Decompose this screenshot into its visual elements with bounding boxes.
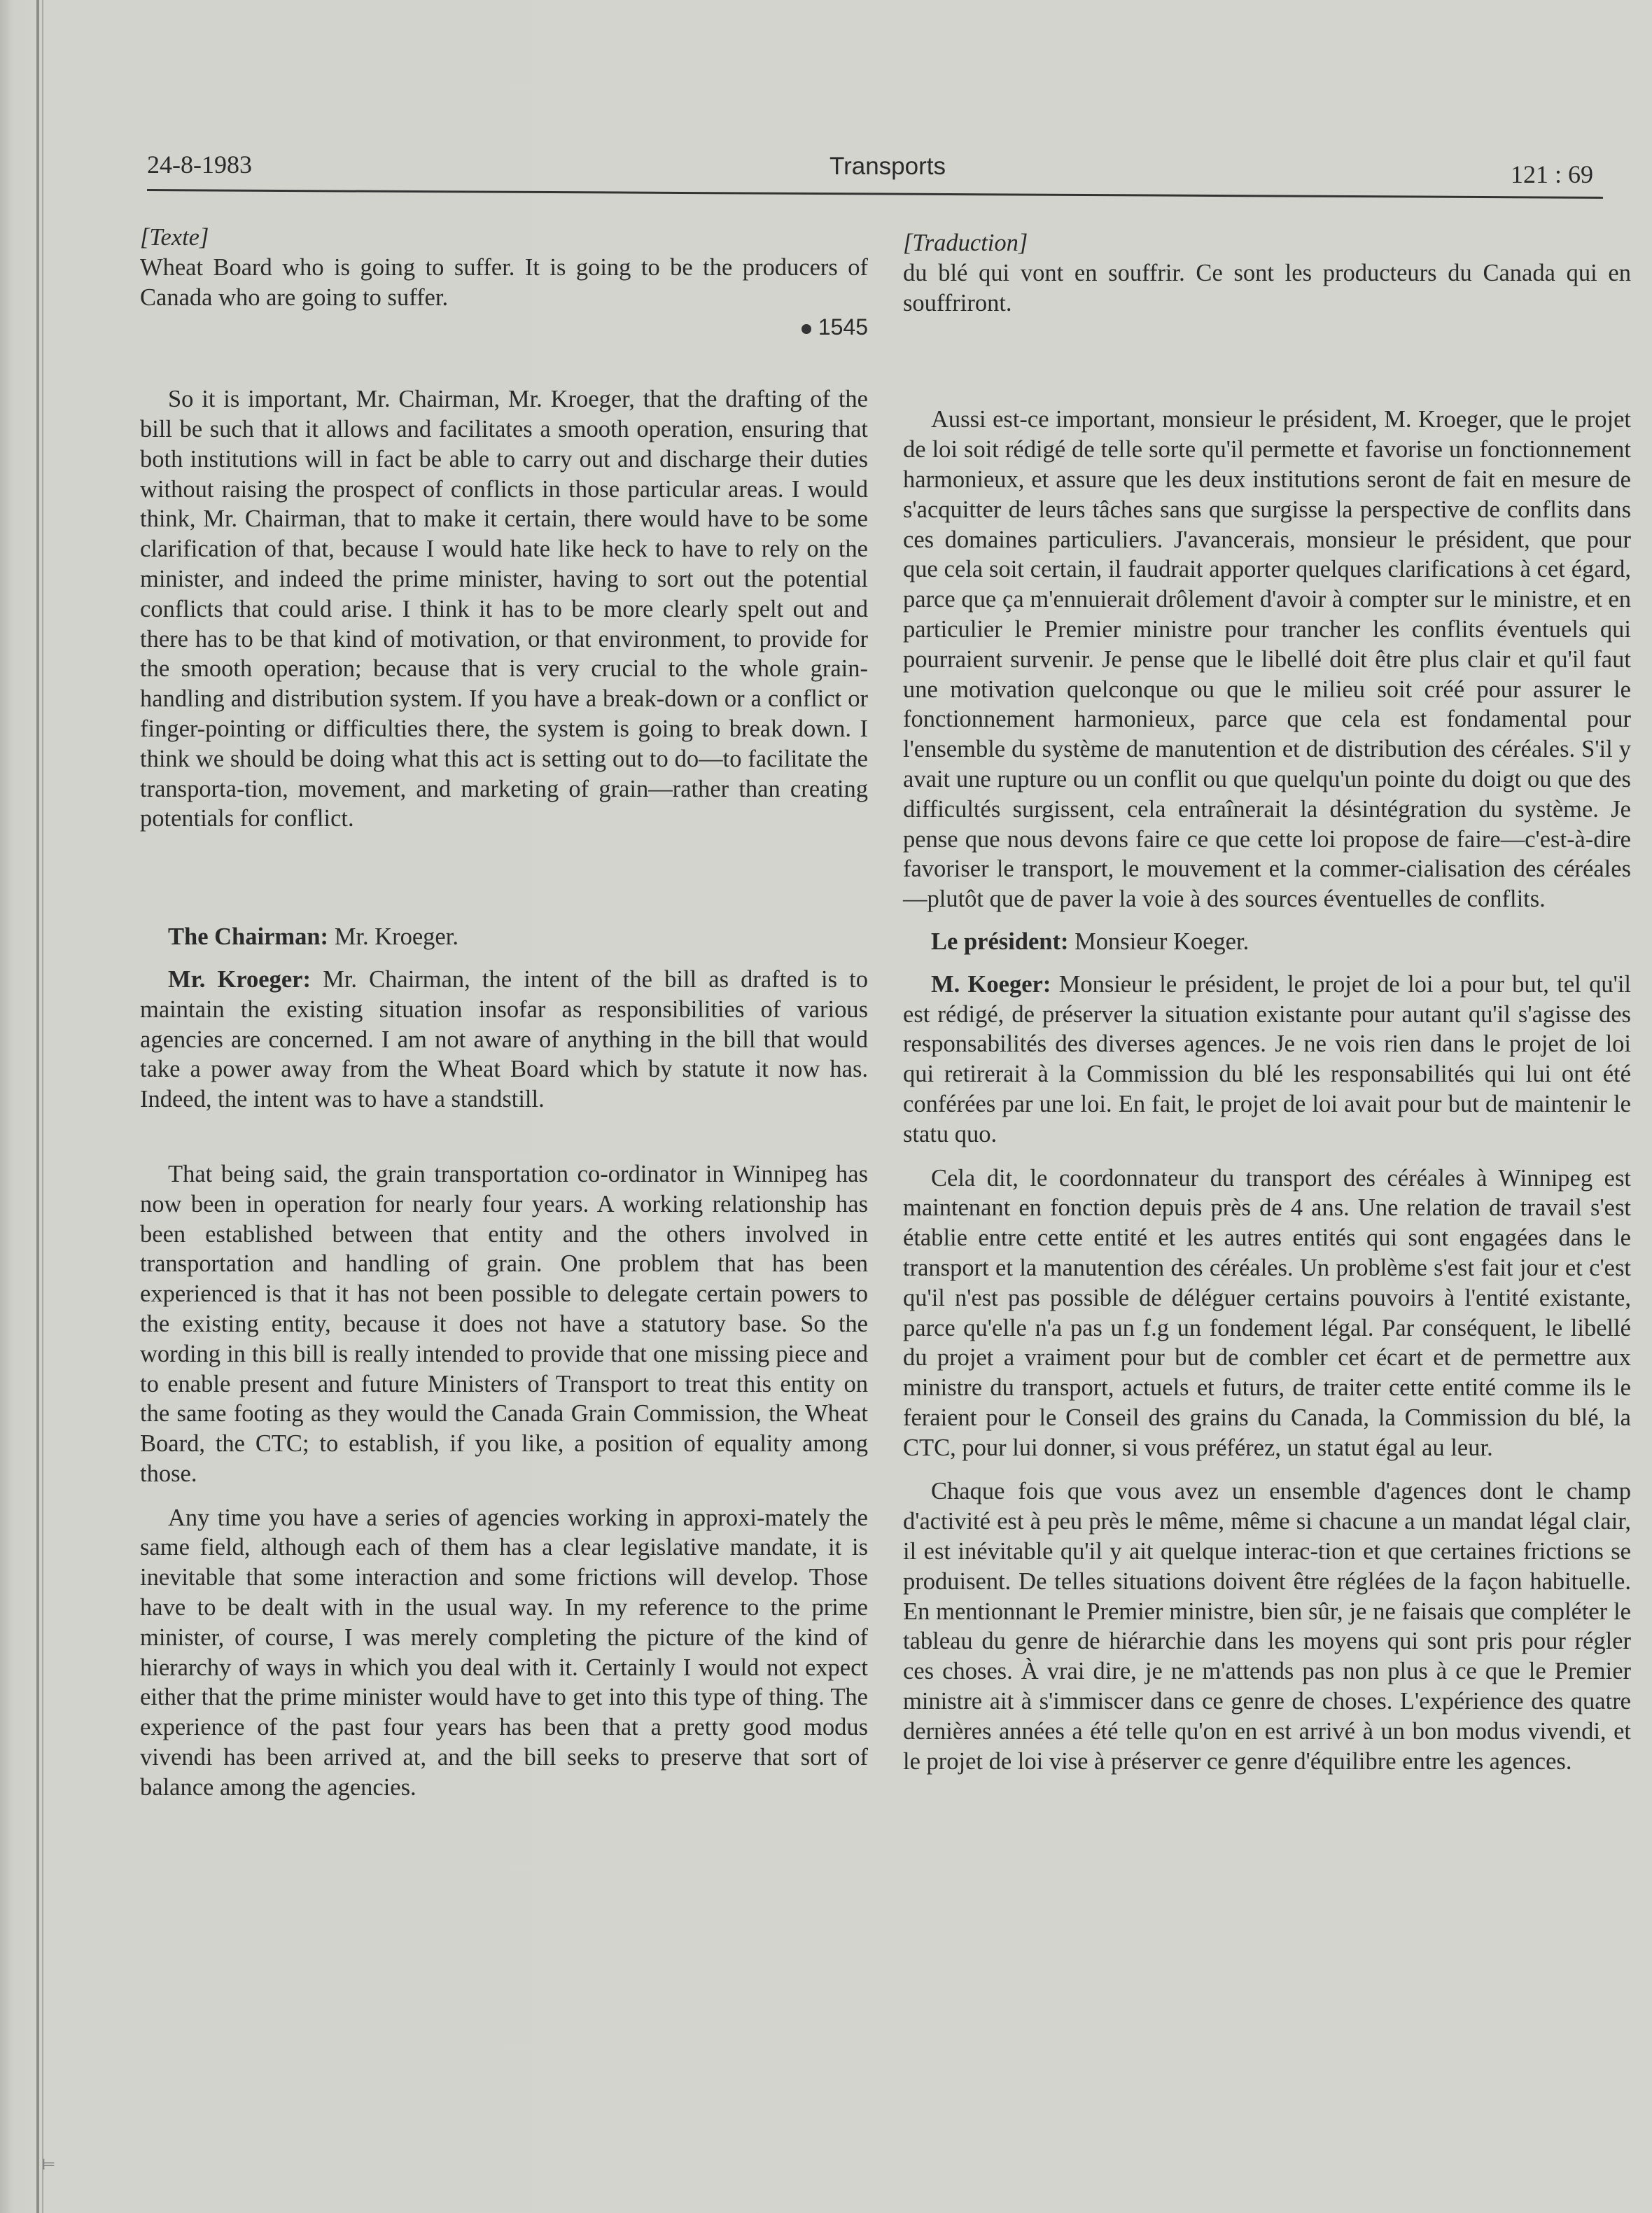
left-column-english [140, 223, 868, 1803]
header-title: Transports [830, 153, 946, 180]
margin-marks: ⊨ [42, 2156, 56, 2174]
timestamp-value: 1545 [818, 314, 868, 340]
paragraph: Wheat Board who is going to suffer. It is going to be the producers of Canada who are going to suffer. [140, 253, 868, 311]
speaker-name: Le président: [931, 928, 1069, 955]
binding-edge-shadow [42, 0, 43, 2213]
speaker-name: M. Koeger: [931, 970, 1051, 998]
paragraph [140, 965, 868, 1115]
paragraph: Any time you have a series of agencies working in approxi-mately the same field, although each of them has a clear legislative mandate, it is inevitable that some interaction and some frictions will develop. Those have to be dealt with in the usual way. In my reference to the prime minister, of course, I was merely completing the picture of the kind of hierarchy of ways in which you deal with it. Certainly I would not expect either that the prime minister would have to get into this type of thing. The experience of the past four years has been that a pretty good modus vivendi has been arrived at, and the bill seeks to preserve that sort of balance among the agencies. [140, 1504, 868, 1801]
paragraph [140, 922, 868, 952]
paragraph: So it is important, Mr. Chairman, Mr. Kroeger, that the drafting of the bill be such that it allows and facilitates a smooth operation, ensuring that both institutions will in fact be able to carry out and discharge their duties without raising the prospect of conflicts in those particular areas. I would think, Mr. Chairman, that to make it certain, there would have to be some clarification of that, because I would hate like heck to have to rely on the minister, and indeed the prime minister, having to sort out the potential conflicts that could arise. I think it has to be more clearly spelt out and there has to be that kind of motivation, or that environment, to provide for the smooth operation; because that is very crucial to the whole grain-handling and distribution system. If you have a break-down or a conflict or finger-pointing or difficulties there, the system is going to break down. I think we should be doing what this act is setting out to do—to facilitate the transporta-tion, movement, and marketing of grain—rather than creating potentials for conflict. [140, 386, 868, 832]
paragraph: That being said, the grain transportation co-ordinator in Winnipeg has now been in operation for nearly four years. A working relationship has been established between that entity and the others involved in transportation and handling of grain. One problem that has been experienced is that it has not been possible to delegate certain powers to the existing entity, because it does not have a statutory base. So the wording in this bill is really intended to provide that one missing piece and to enable present and future Ministers of Transport to treat this entity on the same footing as they would the Canada Grain Commission, the Wheat Board, the CTC; to establish, if you like, a position of equality among those. [140, 1160, 868, 1487]
paragraph [903, 927, 1631, 957]
speech-text: Mr. Kroeger. [328, 923, 458, 951]
speaker-name: The Chairman: [168, 923, 329, 951]
bullet-icon [802, 324, 811, 334]
language-marker: [Texte] [140, 224, 209, 251]
paragraph: Aussi est-ce important, monsieur le président, M. Kroeger, que le projet de loi soit rédigé de telle sorte qu'il permette et favorise un fonctionnement harmonieux, et assure que les deux institutions seront de fait en mesure de s'acquitter de leurs tâches sans que surgisse la perspective de conflits dans ces domaines particuliers. J'avancerais, monsieur le président, que pour que cela soit certain, il faudrait apporter quelques clarifications à cet égard, parce que ça m'ennuierait drôlement d'avoir à compter sur le ministre, et en particulier le Premier ministre pour trancher les conflits éventuels qui pourraient survenir. Je pense que le libellé doit être plus clair et qu'il faut une motivation quelconque ou que le milieu soit créé pour assurer le fonctionnement harmonieux, parce que cela est fondamental pour l'ensemble du système de manutention et de distribution des céréales. S'il y avait une rupture ou un conflit ou que quelqu'un pointe du doigt ou que des difficultés surgissent, cela entraînerait la désintégration du système. Je pense que nous devons faire ce que cette loi propose de faire—c'est-à-dire favoriser le transport, le mouvement et la commer-cialisation des céréales—plutôt que de paver la voie à des sources éventuelles de conflits. [903, 406, 1631, 913]
speech-text: Monsieur Koeger. [1068, 928, 1250, 955]
speech-text: Monsieur le président, le projet de loi a pour but, tel qu'il est rédigé, de préserver la situation existante pour autant qu'il s'agisse des responsabilités des diverses agences. Je ne vois rien dans le projet de loi qui retirerait à la Commission du blé les responsabilités qui lui ont été conférées par une loi. En fait, le projet de loi avait pour but de maintenir le statu quo. [903, 970, 1631, 1147]
binding-edge [36, 0, 39, 2213]
speech-text: Mr. Chairman, the intent of the bill as drafted is to maintain the existing situation insofar as responsibilities of various agencies are concerned. I am not aware of anything in the bill that would take a power away from the Wheat Board which by statute it now has. Indeed, the intent was to have a standstill. [140, 965, 868, 1113]
paragraph: Cela dit, le coordonnateur du transport des céréales à Winnipeg est maintenant en fonction depuis près de 4 ans. Une relation de travail s'est établie entre cette entité et les autres entités qui sont engagées dans le transport et la manutention des céréales. Un problème s'est fait jour et c'est qu'il n'est pas possible de déléguer certains pouvoirs à l'entité existante, parce qu'elle n'a pas un f.g un fondement légal. Par conséquent, le libellé du projet a vraiment pour but de combler cet écart et de permettre aux ministre du transport, actuels et futurs, de traiter cette entité comme ils le feraient pour le Conseil des grains du Canada, la Commission du blé, la CTC, pour lui donner, si vous préférez, un statut égal au leur. [903, 1164, 1631, 1461]
paragraph [903, 970, 1631, 1150]
timestamp [140, 312, 868, 342]
language-marker: [Traduction] [903, 230, 1028, 256]
speaker-name: Mr. Kroeger: [168, 965, 311, 993]
right-column-french [903, 228, 1631, 1776]
paragraph: du blé qui vont en souffrir. Ce sont les producteurs du Canada qui en souffriront. [903, 259, 1631, 316]
header-page-number: 121 : 69 [1510, 160, 1593, 188]
running-header [147, 150, 1603, 192]
header-date: 24-8-1983 [147, 151, 252, 179]
paragraph: Chaque fois que vous avez un ensemble d'agences dont le champ d'activité est à peu près le même, même si chacune a un mandat légal clair, il est inévitable qu'il y ait quelque interac-tion et que certaines frictions se produisent. De telles situations doivent être réglées de la façon habituelle. En mentionnant le Premier ministre, bien sûr, je ne faisais que compléter le tableau du genre de hiérarchie dans les moyens qui sont pris pour régler ces choses. À vrai dire, je ne m'attends pas non plus à ce que le Premier ministre ait à s'immiscer dans ce genre de choses. L'expérience des quatre dernières années a été telle qu'on en est arrivé à un bon modus vivendi, et le projet de loi vise à préserver ce genre d'équilibre entre les agences. [903, 1478, 1631, 1775]
